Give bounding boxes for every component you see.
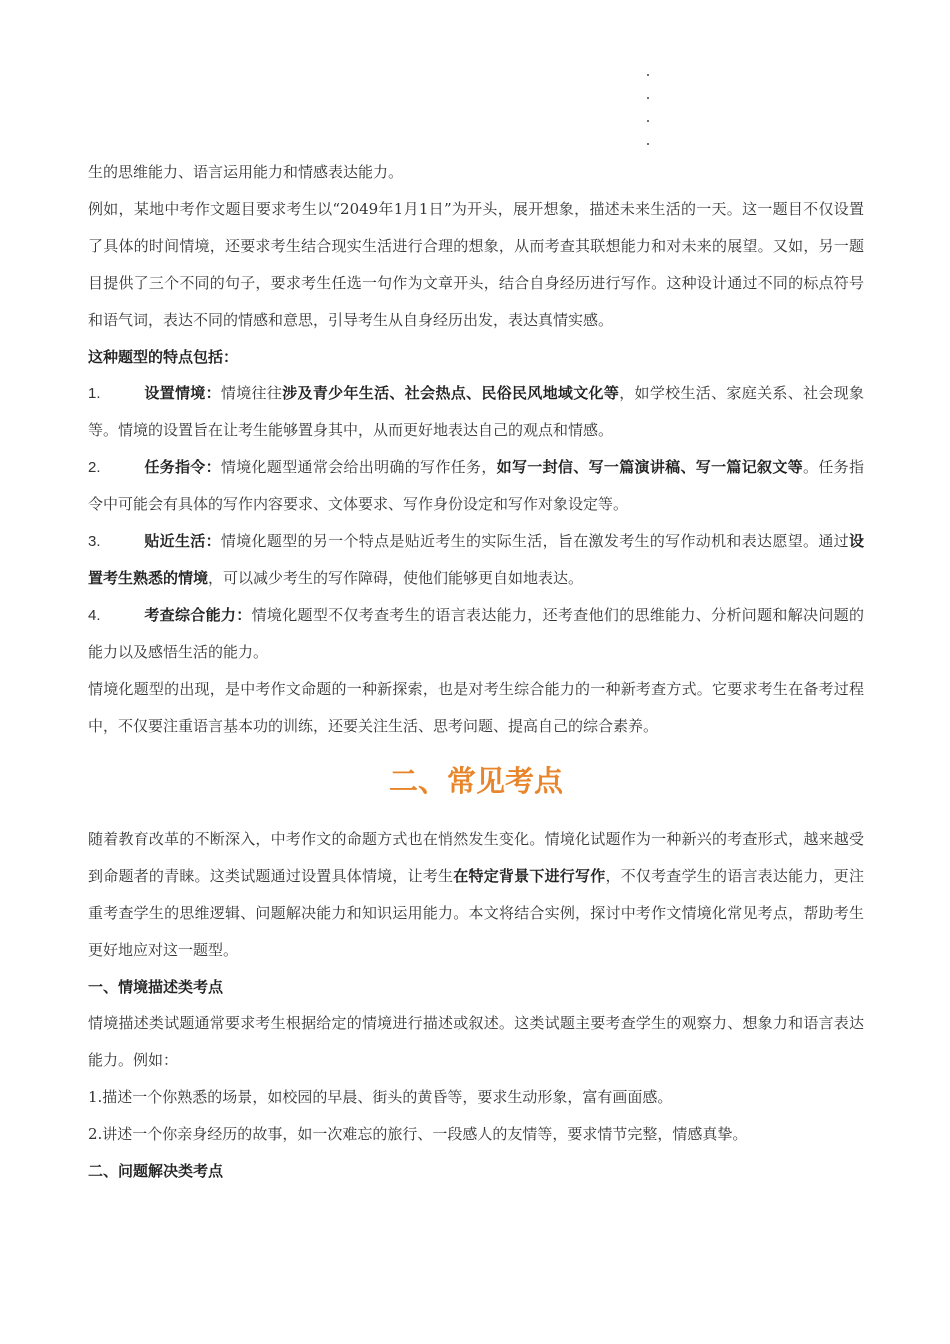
item-number: 2. — [88, 459, 101, 476]
section-title: 二、常见考点 — [388, 764, 563, 798]
list-item: 3. 贴近生活：情境化题型的另一个特点是贴近考生的实际生活，旨在激发考生的写作动机和表达愿望。通过设置考生熟悉的情境，可以减少考生的写作障碍，使他们能够更自如地表达。 — [88, 523, 864, 597]
item-number: 1. — [88, 385, 101, 402]
document-page — [88, 0, 864, 1189]
features-heading: 这种题型的特点包括： — [88, 348, 239, 366]
paragraph-summary: 情境化题型的出现，是中考作文命题的一种新探索，也是对考生综合能力的一种新考查方式。它要求考生在备考过程中，不仅要注重语言基本功的训练，还要关注生活、思考问题、提高自己的综合素养。 — [88, 680, 864, 735]
paragraph-example: 例如，某地中考作文题目要求考生以“2049年1月1日”为开头，展开想象，描述未来生活的一天。这一题目不仅设置了具体的时间情境，还要求考生结合现实生活进行合理的想象，从而考查其联想能力和对未来的展望。又如，另一题目提供了三个不同的句子，要求考生任选一句作为文章开头，结合自身经历进行写作。这种设计通过不同的标点符号和语气词，表达不同的情感和意思，引导考生从自身经历出发，表达真情实感。 — [88, 200, 864, 329]
paragraph-description: 情境描述类试题通常要求考生根据给定的情境进行描述或叙述。这类试题主要考查学生的观察力、想象力和语言表达能力。例如： — [88, 1014, 864, 1069]
example-1: 1.描述一个你熟悉的场景，如校园的早晨、街头的黄昏等，要求生动形象，富有画面感。 — [88, 1088, 673, 1106]
item-number: 4. — [88, 607, 101, 624]
list-item: 1. 设置情境：情境往往涉及青少年生活、社会热点、民俗民风地域文化等，如学校生活、家庭关系、社会现象等。情境的设置旨在让考生能够置身其中，从而更好地表达自己的观点和情感。 — [88, 375, 864, 449]
example-2: 2.讲述一个你亲身经历的故事，如一次难忘的旅行、一段感人的友情等，要求情节完整，情感真挚。 — [88, 1125, 748, 1143]
list-item: 2. 任务指令：情境化题型通常会给出明确的写作任务，如写一封信、写一篇演讲稿、写一篇记叙文等。任务指令中可能会有具体的写作内容要求、文体要求、写作身份设定和写作对象设定等。 — [88, 449, 864, 523]
item-number: 3. — [88, 533, 101, 550]
features-list — [88, 375, 864, 671]
paragraph-continuation: 生的思维能力、语言运用能力和情感表达能力。 — [88, 163, 404, 181]
list-item: 4. 考查综合能力：情境化题型不仅考查考生的语言表达能力，还考查他们的思维能力、分析问题和解决问题的能力以及感悟生活的能力。 — [88, 597, 864, 671]
subheading-1: 一、情境描述类考点 — [88, 978, 224, 996]
subheading-2: 二、问题解决类考点 — [88, 1162, 224, 1180]
item-title: 考查综合能力： — [144, 606, 252, 624]
item-title: 任务指令： — [144, 458, 221, 476]
paragraph-intro: 随着教育改革的不断深入，中考作文的命题方式也在悄然发生变化。情境化试题作为一种新兴的考查形式，越来越受到命题者的青睐。这类试题通过设置具体情境，让考生在特定背景下进行写作，不仅考查学生的语言表达能力，更注重考查学生的思维逻辑、问题解决能力和知识运用能力。本文将结合实例，探讨中考作文情境化常见考点，帮助考生更好地应对这一题型。 — [88, 830, 864, 959]
item-title: 贴近生活： — [144, 532, 221, 550]
item-title: 设置情境： — [144, 384, 221, 402]
